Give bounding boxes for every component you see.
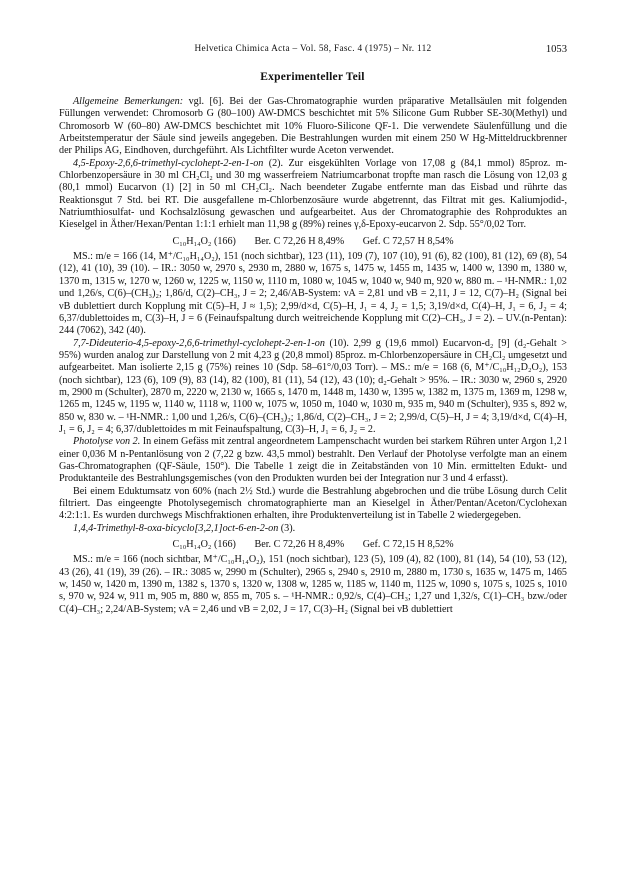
paragraph-photolysis-continued: Bei einem Eduktumsatz von 60% (nach 2½ Std.) wurde die Bestrahlung abgebrochen und die trübe Lösung durch Celit filtriert. Das eingeengte Photolysegemisch chromatographierte man an Kieselgel in Äther/Pentan/Aceton/Cyclohexan 4:2:1:1. Es wurden durchwegs Mischfraktionen erhalten, ihre Produktenverteilung ist in Tabelle 2 wiedergegeben.: [59, 485, 567, 522]
page-number: 1053: [545, 44, 567, 55]
found-values: Gef. C 72,57 H 8,54%: [362, 235, 454, 247]
paragraph-text: In einem Gefäss mit zentral angeordnetem Lampenschacht wurden bei starkem Rühren unter Argon 1,2 l einer 0,036 M n-Pentanlösung von 2 (7,22 g bzw. 43,5 mmol) bestrahlt. Den Verlauf der Photolyse verfolgte man an einem Gas-Chromatographen (QF-Säule, 150°). Die Tabelle 1 zeigt die in Zeitabständen von 10 Min. ermittelten Edukt- und Produktanteile des Bestrahlungsgemisches (von den Produkten wurden bei der Integration nur 3 und 4 erfasst).: [59, 436, 567, 485]
found-values: Gef. C 72,15 H 8,52%: [362, 539, 454, 551]
molecular-formula: C₁₀H₁₄O₂ (166): [172, 539, 236, 551]
compound-name: 1,4,4-Trimethyl-8-oxa-bicyclo[3,2,1]oct-6-en-2-on: [73, 522, 279, 534]
paragraph-text: vgl. [6]. Bei der Gas-Chromatographie wurden präparative Metallsäulen mit folgenden Füllungen verwendet: Chromosorb G (80–100) AW-DMCS beschichtet mit 5% Silicone Gum Rubber SE-30(Methyl) und Chromosorb W (60–80) AW-DMCS beschichtet mit 10% Fluoro-Silicone QF-1. Die verwendete Säulenfüllung und die Arbeitstemperatur der Säule sind jeweils angegeben. Die Bestrahlungen wurden mit einem 250 W Hg-Mitteldruckbrenner der Philips AG, Eindhoven, durchgeführt. Als Lichtfilter wurde Aceton verwendet.: [59, 96, 567, 157]
paragraph-text: (2). Zur eisgekühlten Vorlage von 17,08 g (84,1 mmol) 85proz. m-Chlorbenzopersäure in 30 ml CH₂Cl₂ und 30 mg wasserfreiem Natriumcarbonat tropfte man rasch die Lösung von 12,03 g (80,1 mmol) Eucarvon (1) [2] in 50 ml CH₂Cl₂. Nach beendeter Zugabe entfernte man das Eisbad und rührte das Reaktionsgut 7 Std. bei RT. Die ausgefallene m-Chlorbenzosäure wurde abgetrennt, das Filtrat mit ges. Kaliumjodid-, Natriumthiosulfat- und Kochsalzlösung gewaschen und aufgearbeitet. Aus der Chromatographie des Rohproduktes an Kieselgel in Äther/Hexan/Pentan 1:1:1 erhielt man 11,98 g (89%) reines γ,δ-Epoxy-eucarvon 2. Sdp. 55°/0,02 Torr.: [59, 157, 567, 231]
section-title: Experimenteller Teil: [260, 71, 365, 83]
paragraph-text: (3).: [278, 522, 296, 534]
running-header: [59, 44, 567, 58]
paragraph-general: [59, 96, 567, 158]
spectral-data-2: MS.: m/e = 166 (14, M⁺/C₁₀H₁₄O₂), 151 (noch sichtbar), 123 (11), 109 (7), 107 (10), 91 (6), 82 (100), 81 (12), 69 (8), 54 (12), 41 (10), 39 (10). – IR.: 3050 w, 2970 s, 2930 m, 2880 w, 1675 s, 1475 w, 1455 m, 1435 w, 1400 w, 1390 m, 1380 w, 1370 m, 1315 w, 1270 w, 1260 w, 1225 w, 1150 w, 1110 m, 1080 w, 1045 w, 1040 w, 940 m, 920 w, 880 m. – ¹H-NMR.: 1,02 und 1,26/s, C(6)–(CH₃)₂; 1,86/d, C(2)–CH₃, J = 2; 2,46/AB-System: νA = 2,81 und νB = 2,11, J = 12, C(7)–H₂ (Signal bei νB dublettiert durch Kopplung mit C(5)–H, J ≈ 1,5); 2,99/d×d, C(5)–H, J₁ = 4, J₂ = 1,5; 3,19/d×d, C(4)–H, J₁ = 6, J₂ = 4; 6,37/dublettoides m, C(3)–H, J = 6 (Feinaufspaltung durch weitreichende Kopplung mit C(2)–CH₃, J = 2). – UV.(n-Pentan): 244 (7062), 342 (40).: [59, 251, 567, 337]
elemental-analysis-2: [59, 236, 567, 248]
journal-citation: Helvetica Chimica Acta – Vol. 58, Fasc. 4 (1975) – Nr. 112: [194, 44, 432, 54]
compound-name: 4,5-Epoxy-2,6,6-trimethyl-cyclohept-2-en-1-on: [73, 157, 264, 169]
paragraph-compound-2: [59, 158, 567, 232]
article-body: [59, 96, 567, 616]
spectral-data-3: MS.: m/e = 166 (noch sichtbar, M⁺/C₁₀H₁₄O₂), 151 (noch sichtbar), 123 (5), 109 (4), 82 (100), 81 (14), 54 (10), 53 (12), 43 (26), 41 (19), 39 (26). – IR.: 3085 w, 2990 m (Schulter), 2965 s, 2940 s, 2910 m, 2880 m, 1730 s, 1635 w, 1475 m, 1465 w, 1450 w, 1420 m, 1390 m, 1382 s, 1370 s, 1320 w, 1308 w, 1285 w, 1185 w, 1140 m, 1125 w, 1090 s, 1075 s, 1025 s, 1010 s, 970 w, 924 w, 911 m, 905 m, 880 w, 855 m, 705 s. – ¹H-NMR.: 0,92/s, C(4)–CH₃; 1,27 und 1,32/s, C(1)–CH₃ bzw./oder C(4)–CH₃; 2,24/AB-System; νA = 2,46 und νB = 2,02, J = 17, C(3)–H₂ (Signal bei νB dublettiert: [59, 554, 567, 615]
calculated-values: Ber. C 72,26 H 8,49%: [254, 539, 345, 551]
paragraph-compound-3: [59, 523, 567, 535]
molecular-formula: C₁₀H₁₄O₂ (166): [172, 235, 236, 247]
elemental-analysis-3: [59, 539, 567, 551]
compound-name: 7,7-Dideuterio-4,5-epoxy-2,6,6-trimethyl-cyclohept-2-en-1-on: [73, 337, 325, 349]
paragraph-compound-10: [59, 338, 567, 437]
paragraph-photolysis: [59, 436, 567, 485]
paragraph-lead: Photolyse von 2.: [73, 436, 141, 448]
paragraph-text: (10). 2,99 g (19,6 mmol) Eucarvon-d₂ [9] (d₂-Gehalt > 95%) wurden analog zur Darstellung von 2 mit 4,23 g (20,8 mmol) 85proz. m-Chlorbenzopersäure in CH₂Cl₂ umgesetzt und aufgearbeitet. Man isolierte 2,15 g (75%) reines 10 (Sdp. 58–61°/0,03 Torr). – MS.: m/e = 168 (6, M⁺/C₁₀H₁₂D₂O₂), 153 (noch sichtbar), 123 (6), 109 (9), 83 (14), 82 (100), 81 (11), 54 (12), 43 (10); d₂-Gehalt > 95%. – IR.: 3030 w, 2960 s, 2920 m, 2900 m (Schulter), 2870 m, 2220 w, 2130 w, 1665 s, 1470 m, 1448 m, 1430 w, 1395 w, 1382 m, 1375 m, 1369 m, 1298 w, 1265 m, 1245 w, 1195 w, 1140 w, 1118 w, 1100 w, 1075 w, 1050 m, 1040 w, 1030 m, 935 m, 940 m (Schulter), 935 s, 892 w, 850 w, 830 w. – ¹H-NMR.: 1,00 und 1,26/s, C(6)–(CH₃)₂; 1,86/d, C(2)–CH₃, J = 2; 2,99/d, C(5)–H, J = 4; 3,19/d×d, C(4)–H, J₁ = 6, J₂ = 4; 6,37/dublettoides m mit Feinaufspaltung, C(3)–H, J₁ = 6, J₂ = 2.: [59, 337, 567, 435]
calculated-values: Ber. C 72,26 H 8,49%: [254, 235, 345, 247]
paragraph-lead: Allgemeine Bemerkungen:: [73, 96, 184, 107]
